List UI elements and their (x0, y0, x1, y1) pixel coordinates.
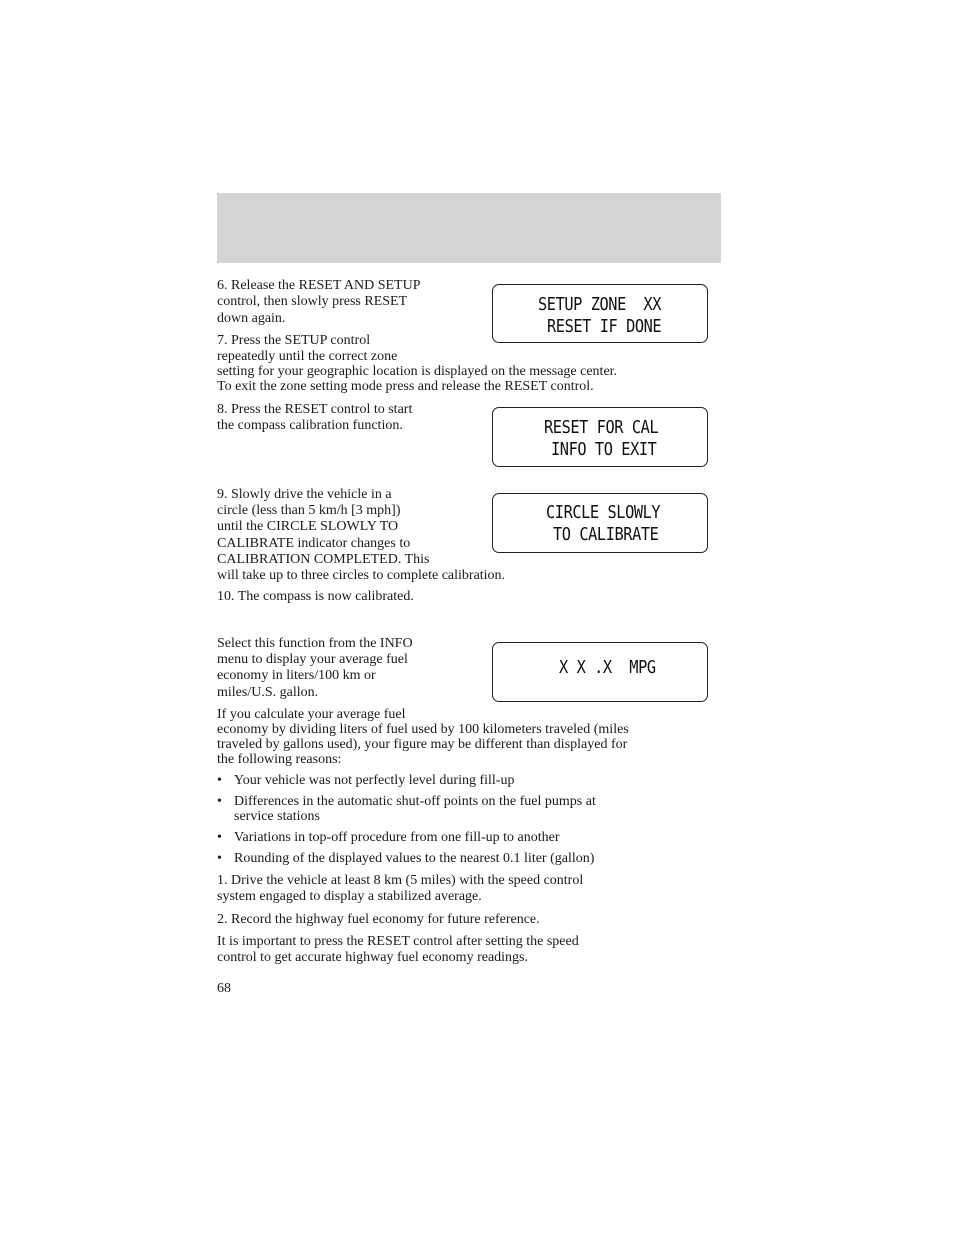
bullet-text: Rounding of the displayed values to the nearest 0.1 liter (gallon) (234, 851, 595, 866)
step-9-line-3: until the CIRCLE SLOWLY TO (217, 519, 399, 534)
display-line-1: SETUP ZONE XX (538, 294, 662, 315)
fuel-note-line-2: control to get accurate highway fuel economy readings. (217, 950, 528, 965)
fuel-intro-line-3: economy in liters/100 km or (217, 668, 376, 683)
step-8-line-1: 8. Press the RESET control to start (217, 402, 413, 417)
step-9-line-6: will take up to three circles to complete calibration. (217, 568, 506, 583)
step-9-line-1: 9. Slowly drive the vehicle in a (217, 487, 392, 502)
fuel-calc-line-4: the following reasons: (217, 752, 342, 767)
step-10: 10. The compass is now calibrated. (217, 589, 414, 604)
display-reset-cal (492, 407, 708, 467)
step-8-line-2: the compass calibration function. (217, 418, 403, 433)
fuel-calc-line-3: traveled by gallons used), your figure may be different than displayed for (217, 737, 628, 752)
display-line-1: CIRCLE SLOWLY (546, 502, 661, 523)
display-line-1: RESET FOR CAL (544, 417, 659, 438)
page-number: 68 (217, 981, 231, 996)
list-item (217, 794, 596, 810)
bullet-text: Your vehicle was not perfectly level during fill-up (234, 773, 515, 788)
fuel-note-line-1: It is important to press the RESET control after setting the speed (217, 934, 579, 949)
bullet-text: Variations in top-off procedure from one fill-up to another (234, 830, 560, 845)
fuel-intro-line-1: Select this function from the INFO (217, 636, 413, 651)
step-7-line-1: 7. Press the SETUP control (217, 333, 371, 348)
bullet-icon: • (217, 773, 222, 788)
fuel-calc-line-1: If you calculate your average fuel (217, 707, 406, 722)
list-item (217, 830, 560, 846)
bullet-text: service stations (234, 809, 320, 824)
section-header-band (217, 193, 721, 263)
display-mpg (492, 642, 708, 702)
bullet-icon: • (217, 830, 222, 845)
display-line-2: TO CALIBRATE (553, 524, 659, 545)
fuel-step-1-line-2: system engaged to display a stabilized average. (217, 889, 482, 904)
step-9-line-2: circle (less than 5 km/h [3 mph]) (217, 503, 401, 518)
step-7-line-3: setting for your geographic location is displayed on the message center. (217, 364, 618, 379)
step-9-line-4: CALIBRATE indicator changes to (217, 536, 411, 551)
bullet-text: Differences in the automatic shut-off points on the fuel pumps at (234, 794, 596, 809)
step-7-line-4: To exit the zone setting mode press and release the RESET control. (217, 379, 594, 394)
step-6-line-3: down again. (217, 311, 286, 326)
fuel-intro-line-2: menu to display your average fuel (217, 652, 408, 667)
fuel-intro-line-4: miles/U.S. gallon. (217, 685, 319, 700)
step-6-line-1: 6. Release the RESET AND SETUP (217, 278, 421, 293)
list-item-continuation (217, 809, 320, 825)
bullet-icon: • (217, 794, 222, 809)
list-item (217, 773, 514, 789)
fuel-step-2: 2. Record the highway fuel economy for future reference. (217, 912, 540, 927)
display-line-2: RESET IF DONE (547, 316, 662, 337)
bullet-icon: • (217, 851, 222, 866)
step-7-line-2: repeatedly until the correct zone (217, 349, 398, 364)
fuel-step-1-line-1: 1. Drive the vehicle at least 8 km (5 miles) with the speed control (217, 873, 584, 888)
fuel-calc-line-2: economy by dividing liters of fuel used by 100 kilometers traveled (miles (217, 722, 629, 737)
step-9-line-5: CALIBRATION COMPLETED. This (217, 552, 430, 567)
display-line-2: INFO TO EXIT (551, 439, 657, 460)
list-item (217, 851, 594, 867)
step-6-line-2: control, then slowly press RESET (217, 294, 408, 309)
display-setup-zone (492, 284, 708, 343)
display-line-1: X X .X MPG (559, 657, 656, 678)
display-circle-slowly (492, 493, 708, 553)
